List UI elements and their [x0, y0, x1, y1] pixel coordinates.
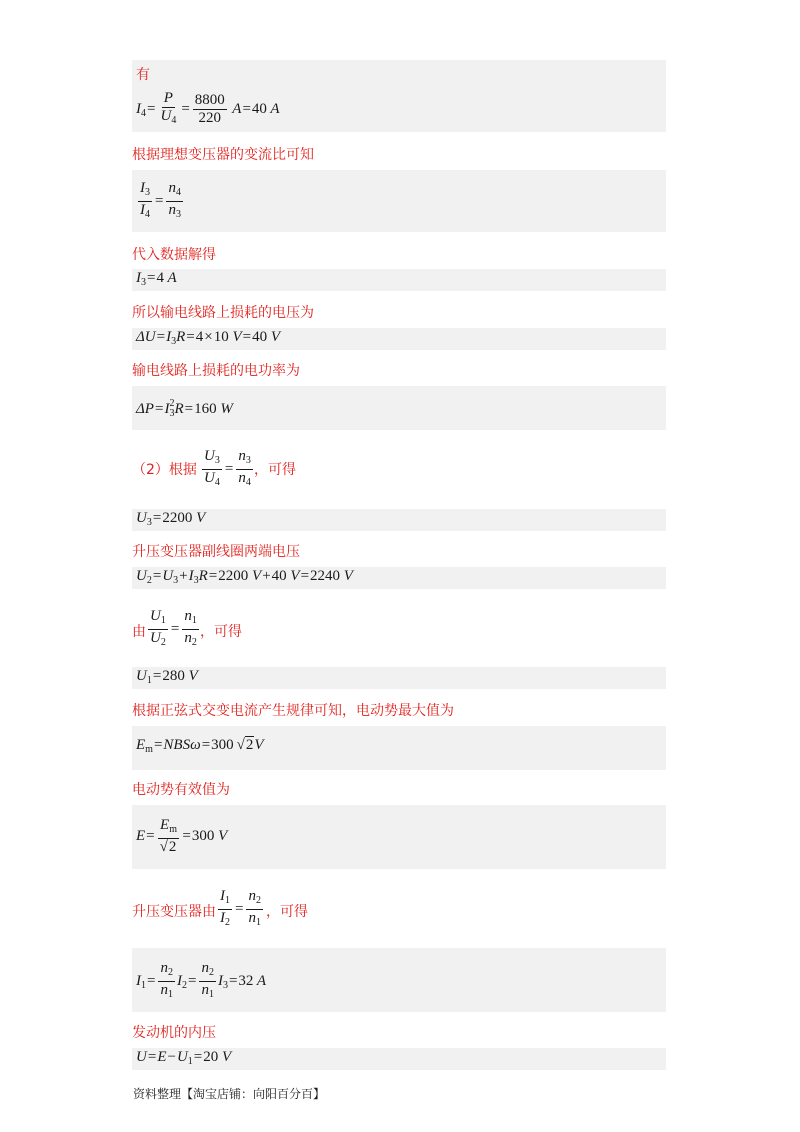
label-stepup-from: 升压变压器由 — [132, 904, 216, 920]
formula-delta-p: $\Delta P=I_3^2R=160$ W — [136, 398, 233, 419]
formula-u-internal: $U=E-U_1=20$ V — [136, 1049, 232, 1067]
text-ratio-known: 根据理想变压器的变流比可知 — [132, 147, 314, 163]
formula-block-ratio — [132, 170, 666, 232]
part2-suffix: ，可得 — [254, 462, 296, 478]
formula-current-ratio: $\frac{I_3}{I_4}$ = $\frac{n_4}{n_3}$ — [140, 180, 181, 220]
formula-block-u1 — [132, 667, 666, 689]
u-ratio-line — [132, 606, 666, 652]
formula-voltage-ratio: $\frac{U_3}{U_4}$ = $\frac{n_3}{n_4}$ — [204, 448, 251, 488]
text-generator-internal: 发动机的内压 — [132, 1025, 216, 1041]
formula-block-e — [132, 805, 666, 869]
part2-line — [132, 446, 666, 492]
label-comma-get-2: ，可得 — [200, 624, 242, 640]
formula-i4: $I_4=$ $\frac{P}{U_4}$ = $\frac{8800}{220}$ A=40 A — [136, 90, 280, 126]
formula-block-i3 — [132, 269, 666, 291]
formula-e: E= $\frac{E_m}{√2}$ =300 V — [136, 817, 228, 855]
formula-u3: $U_3=2200$ V — [136, 510, 206, 528]
part2-prefix: （2）根据 — [132, 462, 197, 478]
formula-block-du — [132, 328, 666, 350]
formula-i1-i2-ratio: $\frac{I_1}{I_2}$ = $\frac{n_2}{n_1}$ — [220, 888, 261, 928]
text-line-loss-power: 输电线路上损耗的电功率为 — [132, 363, 300, 379]
formula-i3: $I_3=4$ A — [136, 270, 177, 288]
i-ratio-line — [132, 886, 666, 932]
footer-source: 资料整理【淘宝店铺：向阳百分百】 — [133, 1087, 326, 1101]
text-substitute: 代入数据解得 — [132, 247, 216, 263]
formula-i1: $I_1=$ $\frac{n_2}{n_1}$ $I_2=$ $\frac{n_2}{n_1}$ $I_3=32$ A — [136, 960, 267, 1000]
formula-block-u3 — [132, 509, 666, 531]
formula-block-u — [132, 1048, 666, 1070]
formula-block-i4 — [132, 60, 666, 132]
formula-u1: $U_1=280$ V — [136, 668, 198, 686]
text-max-emf: 根据正弦式交变电流产生规律可知，电动势最大值为 — [132, 703, 454, 719]
formula-delta-u: $\Delta U=I_3R=4\times 10$ V=40 V — [136, 329, 281, 347]
label-you-from: 由 — [132, 624, 146, 640]
formula-em: $E_m=NBS\omega=300$ √2V — [136, 737, 264, 755]
formula-block-dp — [132, 386, 666, 430]
text-stepup-secondary: 升压变压器副线圈两端电压 — [132, 544, 300, 560]
text-line-loss-voltage: 所以输电线路上损耗的电压为 — [132, 305, 314, 321]
formula-u1-u2-ratio: $\frac{U_1}{U_2}$ = $\frac{n_1}{n_2}$ — [150, 608, 197, 648]
formula-block-em — [132, 726, 666, 770]
label-you: 有 — [136, 67, 150, 83]
formula-u2: $U_2=U_3+I_3R=2200$ V+40 V=2240 V — [136, 568, 353, 586]
text-effective-emf: 电动势有效值为 — [132, 782, 230, 798]
formula-block-u2 — [132, 567, 666, 589]
label-comma-get-3: ，可得 — [266, 904, 308, 920]
formula-block-i1 — [132, 948, 666, 1012]
